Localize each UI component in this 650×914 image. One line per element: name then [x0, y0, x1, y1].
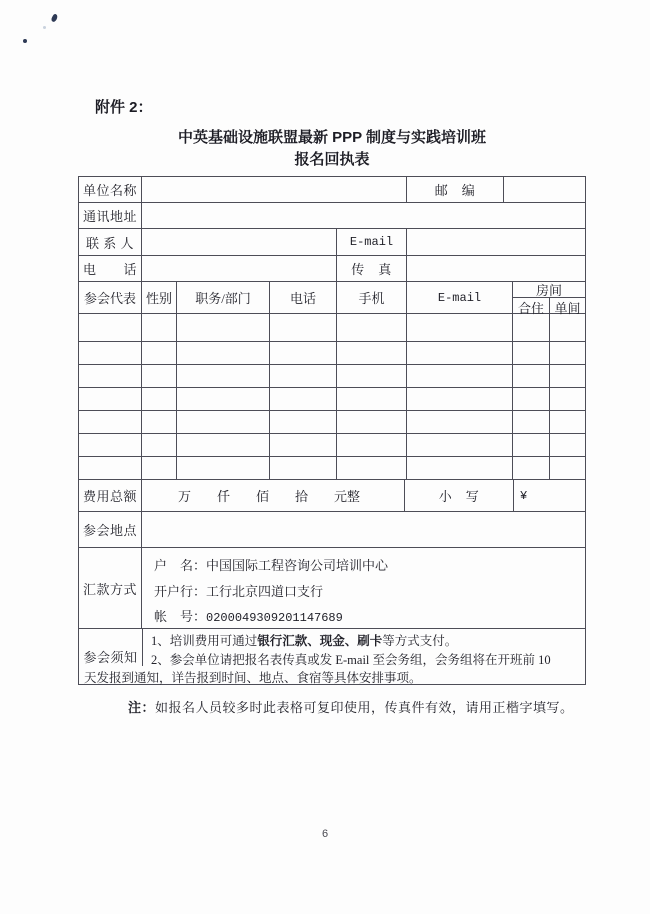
rep-empty-cell: [550, 314, 585, 341]
rep-empty-cell: [142, 411, 177, 433]
payment-bank: 开户行：工行北京四道口支行: [154, 583, 324, 599]
contact-input-cell: [142, 229, 337, 255]
rep-empty-cell: [177, 457, 270, 479]
contact-label: 联 系 人: [79, 229, 142, 255]
payment-row: [79, 548, 585, 629]
rep-empty-cell: [79, 388, 142, 410]
rep-empty-cell: [407, 457, 513, 479]
rep-empty-cell: [513, 388, 550, 410]
rep-empty-cell: [177, 365, 270, 387]
rep-empty-cell: [337, 388, 407, 410]
document-title-block: [78, 127, 586, 171]
rep-empty-cell: [407, 434, 513, 456]
rep-empty-cell: [513, 411, 550, 433]
rep-empty-cell: [407, 314, 513, 341]
rep-empty-cell: [177, 434, 270, 456]
rep-empty-cell: [550, 388, 585, 410]
rep-empty-cell: [337, 314, 407, 341]
payment-account-name: 户 名：中国国际工程咨询公司培训中心: [154, 558, 389, 573]
notice-divider: [142, 629, 143, 666]
rep-empty-cell: [337, 342, 407, 364]
rep-empty-cell: [513, 457, 550, 479]
rep-empty-cell: [79, 434, 142, 456]
rep-empty-row: [79, 342, 585, 365]
rep-empty-cell: [337, 365, 407, 387]
rep-empty-cell: [142, 457, 177, 479]
rep-empty-cell: [270, 434, 337, 456]
rep-empty-row: [79, 388, 585, 411]
contact-email-label: E-mail: [337, 229, 407, 255]
rep-empty-rows: [79, 314, 585, 480]
rep-empty-cell: [407, 388, 513, 410]
rep-phone-header: 电话: [270, 282, 337, 313]
fee-figures-label: 小 写: [405, 480, 514, 511]
rep-empty-cell: [513, 365, 550, 387]
location-row: [79, 512, 585, 548]
rep-empty-cell: [337, 434, 407, 456]
fee-currency-cell: ¥: [520, 488, 528, 503]
phone-label: 电 话: [79, 256, 142, 281]
notice-item-2-line-2: 天发报到通知，详告报到时间、地点、食宿等具体安排事项。: [84, 671, 422, 685]
rep-empty-cell: [79, 411, 142, 433]
rep-empty-cell: [79, 314, 142, 341]
rep-empty-row: [79, 365, 585, 388]
rep-empty-cell: [142, 314, 177, 341]
notice-row: [79, 629, 585, 684]
rep-room-header-group: [513, 282, 585, 316]
notice-item-2-line-1: 2、参会单位请把报名表传真或发 E-mail 至会务组，会务组将在开班前 10: [151, 652, 551, 667]
rep-label: 参会代表: [79, 282, 142, 313]
unit-name-label: 单位名称: [79, 177, 142, 202]
rep-empty-cell: [270, 457, 337, 479]
fee-total-label: 费用总额: [79, 480, 142, 511]
rep-empty-cell: [270, 411, 337, 433]
rep-empty-cell: [142, 434, 177, 456]
rep-empty-cell: [177, 314, 270, 341]
document-title: 中英基础设施联盟最新 PPP 制度与实践培训班: [177, 129, 487, 146]
rep-empty-cell: [407, 365, 513, 387]
rep-empty-cell: [79, 457, 142, 479]
rep-empty-cell: [550, 457, 585, 479]
table-row-address: [79, 203, 585, 229]
rep-room-header: 房间: [513, 282, 585, 298]
registration-form-table: [78, 176, 586, 685]
notice-item-1: 1、培训费用可通过银行汇款、现金、刷卡等方式支付。: [151, 634, 458, 648]
location-input-cell: [142, 512, 585, 547]
page-number: 6: [321, 828, 329, 840]
rep-empty-cell: [142, 388, 177, 410]
postal-code-input-cell: [504, 177, 585, 202]
footnote: [128, 697, 574, 716]
ink-speck: [23, 39, 27, 43]
rep-empty-cell: [550, 365, 585, 387]
rep-empty-cell: [270, 342, 337, 364]
fee-amount-words: 万 仟 佰 拾 元整: [142, 480, 405, 511]
notice-content: [79, 629, 585, 688]
rep-empty-cell: [550, 342, 585, 364]
rep-empty-cell: [142, 365, 177, 387]
address-label: 通讯地址: [79, 203, 142, 228]
rep-empty-cell: [142, 342, 177, 364]
fax-input-cell: [407, 256, 585, 281]
rep-room-shared-header: 合住: [513, 298, 550, 317]
rep-empty-cell: [513, 434, 550, 456]
location-label: 参会地点: [79, 512, 142, 547]
rep-empty-row: [79, 314, 585, 342]
postal-code-label: 邮 编: [407, 177, 504, 202]
rep-email-header: E-mail: [407, 282, 513, 313]
document-subtitle: 报名回执表: [294, 151, 370, 168]
rep-empty-cell: [79, 365, 142, 387]
rep-empty-cell: [270, 314, 337, 341]
payment-label: 汇款方式: [79, 548, 142, 628]
rep-header-row: [79, 282, 585, 314]
footnote-prefix: 注：: [128, 700, 156, 715]
rep-empty-cell: [550, 434, 585, 456]
rep-empty-cell: [270, 388, 337, 410]
footnote-text: 如报名人员较多时此表格可复印使用，传真件有效，请用正楷字填写。: [155, 700, 574, 715]
table-row-contact: [79, 229, 585, 256]
ink-speck: [43, 26, 46, 29]
rep-position-header: 职务/部门: [177, 282, 270, 313]
payment-details: [142, 548, 585, 628]
rep-empty-row: [79, 434, 585, 457]
rep-empty-cell: [407, 411, 513, 433]
rep-empty-cell: [513, 342, 550, 364]
phone-input-cell: [142, 256, 337, 281]
rep-empty-cell: [177, 342, 270, 364]
rep-empty-row: [79, 457, 585, 480]
rep-room-single-header: 单间: [554, 301, 581, 316]
rep-empty-cell: [337, 457, 407, 479]
table-row-unit-name: [79, 177, 585, 203]
rep-empty-row: [79, 411, 585, 434]
rep-empty-cell: [407, 342, 513, 364]
contact-email-input-cell: [407, 229, 585, 255]
rep-mobile-header: 手机: [337, 282, 407, 313]
rep-empty-cell: [79, 342, 142, 364]
rep-empty-cell: [337, 411, 407, 433]
rep-empty-cell: [177, 388, 270, 410]
fax-label: 传 真: [337, 256, 407, 281]
table-row-phone: [79, 256, 585, 282]
attachment-label: 附件 2：: [95, 99, 153, 116]
ink-speck: [50, 13, 58, 22]
rep-empty-cell: [177, 411, 270, 433]
payment-account-number: 帐 号：0200049309201147689: [154, 609, 343, 625]
rep-gender-header: 性别: [142, 282, 177, 313]
rep-empty-cell: [513, 314, 550, 341]
fee-total-row: [79, 480, 585, 512]
notice-label: 参会须知: [83, 650, 138, 665]
rep-empty-cell: [550, 411, 585, 433]
rep-empty-cell: [270, 365, 337, 387]
address-input-cell: [142, 203, 585, 228]
unit-name-input-cell: [142, 177, 407, 202]
